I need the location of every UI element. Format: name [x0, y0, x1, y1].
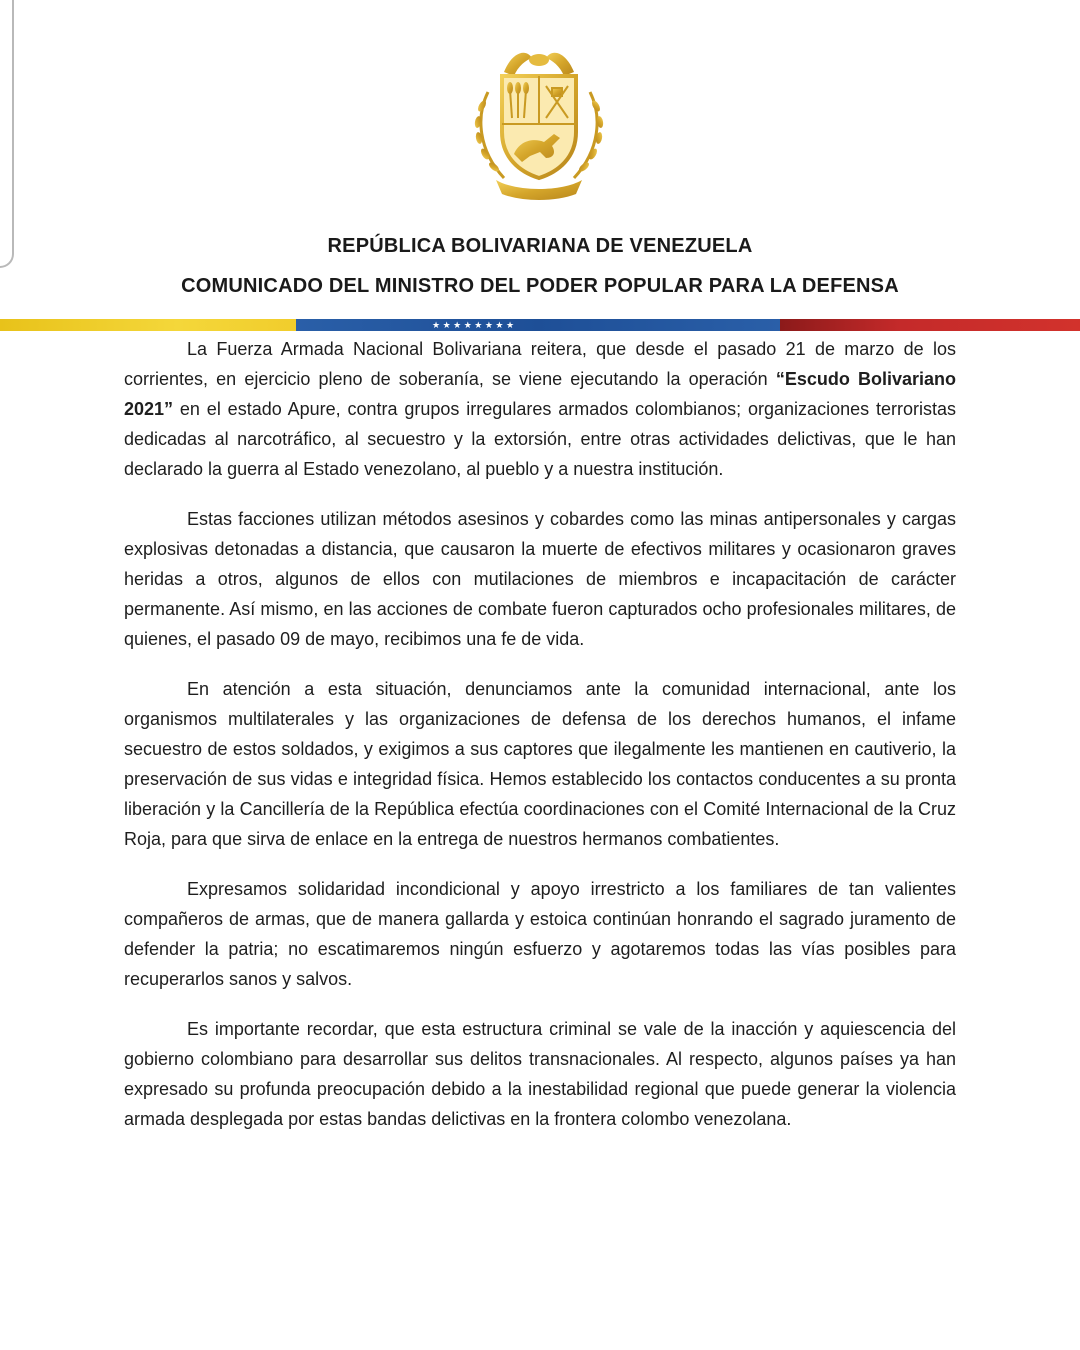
- paragraph-1-rest: en el estado Apure, contra grupos irregulares armados colombianos; organizaciones terroristas dedicadas al narcotráfico, al secuestro y la extorsión, entre otras actividades delictivas, que le han declarado la guerra al Estado venezolano, al pueblo y a nuestra institución.: [124, 399, 956, 479]
- header-communique-title: COMUNICADO DEL MINISTRO DEL PODER POPULAR PARA LA DEFENSA: [181, 275, 899, 297]
- flag-yellow-stripe: [0, 319, 296, 331]
- operation-name: “Escudo Bolivariano 2021”: [124, 369, 956, 419]
- paragraph-1-intro: La Fuerza Armada Nacional Bolivariana reitera, que desde el pasado 21 de marzo de los corrientes, en ejercicio pleno de soberanía, se viene ejecutando la operación: [124, 339, 956, 389]
- paragraph-5: Es importante recordar, que esta estructura criminal se vale de la inacción y aquiescencia del gobierno colombiano para desarrollar sus delitos transnacionales. Al respecto, algunos países ya han expresado su profunda preocupación debido a la inestabilidad regional que puede generar la violencia armada desplegada por estas bandas delictivas en la frontera colombo venezolana.: [124, 1019, 956, 1129]
- page-fold-edge: [0, 0, 14, 268]
- flag-red-stripe: [780, 319, 1080, 331]
- venezuela-coat-of-arms-icon: [466, 46, 612, 206]
- paragraph-3: En atención a esta situación, denunciamos ante la comunidad internacional, ante los organismos multilaterales y las organizaciones de defensa de los derechos humanos, el infame secuestro de estos soldados, y exigimos a sus captores que ilegalmente les mantienen en cautiverio, la preservación de sus vidas e integridad física. Hemos establecido los contactos conducentes a su pronta liberación y la Cancillería de la República efectúa coordinaciones con el Comité Internacional de la Cruz Roja, para que sirva de enlace en la entrega de nuestros hermanos combatientes.: [124, 679, 956, 849]
- flag-blue-stripe: [296, 319, 780, 331]
- paragraph-4: Expresamos solidaridad incondicional y apoyo irrestricto a los familiares de tan valientes compañeros de armas, que de manera gallarda y estoica continúan honrando el sagrado juramento de defender la patria; no escatimaremos ningún esfuerzo y agotaremos todas las vías posibles para recuperarlos sanos y salvos.: [124, 879, 956, 989]
- paragraph-1: [124, 334, 956, 484]
- header-republic-title: REPÚBLICA BOLIVARIANA DE VENEZUELA: [327, 235, 753, 257]
- paragraph-2: Estas facciones utilizan métodos asesinos y cobardes como las minas antipersonales y cargas explosivas detonadas a distancia, que causaron la muerte de efectivos militares y ocasionaron graves heridas a otros, algunos de ellos con mutilaciones de miembros e incapacitación de carácter permanente. Así mismo, en las acciones de combate fueron capturados ocho profesionales militares, de quienes, el pasado 09 de mayo, recibimos una fe de vida.: [124, 509, 956, 649]
- communique-body: [124, 334, 956, 1154]
- flag-stars: ★ ★ ★ ★ ★ ★ ★ ★: [432, 320, 515, 330]
- flag-band: [0, 319, 1080, 331]
